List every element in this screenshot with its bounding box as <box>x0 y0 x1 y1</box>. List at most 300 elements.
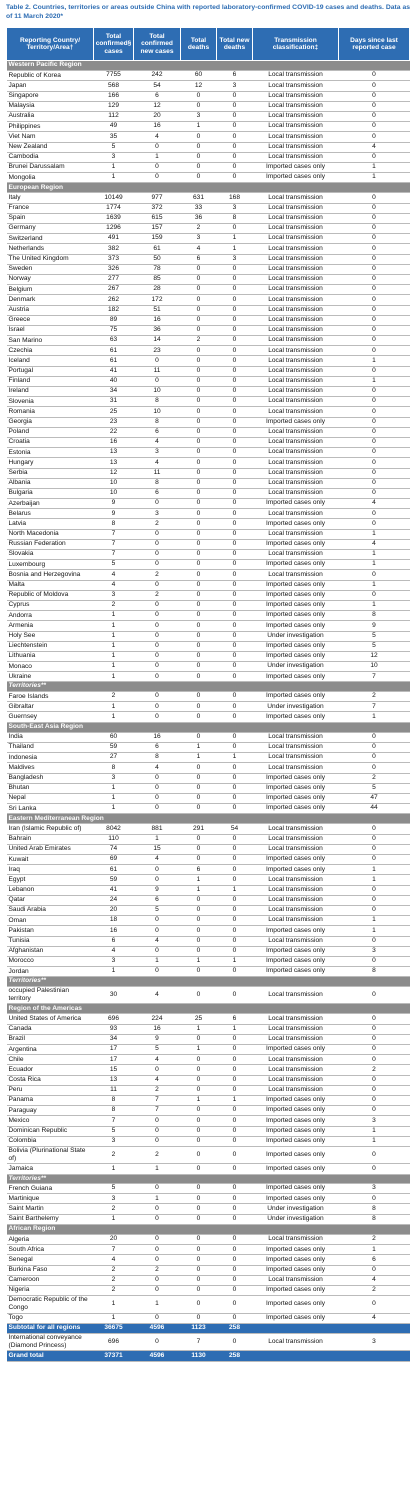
transmission-cell: Local transmission <box>253 437 339 447</box>
country-cell: Luxembourg <box>7 560 94 570</box>
new-deaths-cell: 0 <box>217 529 253 539</box>
new-cases-cell: 0 <box>134 702 181 712</box>
transmission-cell: Under investigation <box>253 702 339 712</box>
total-deaths-cell: 0 <box>181 478 217 488</box>
transmission-cell: Local transmission <box>253 488 339 498</box>
country-cell: Greece <box>7 315 94 325</box>
days-since-cell: 0 <box>339 1194 410 1204</box>
transmission-cell: Local transmission <box>253 427 339 437</box>
table-row <box>7 254 410 264</box>
transmission-cell: Imported cases only <box>253 1265 339 1275</box>
country-cell: Austria <box>7 305 94 315</box>
total-deaths-cell: 0 <box>181 712 217 722</box>
total-deaths-cell: 0 <box>181 539 217 549</box>
total-cases-cell: 7 <box>94 529 134 539</box>
total-deaths-cell: 0 <box>181 448 217 458</box>
total-cases-cell: 41 <box>94 366 134 376</box>
country-cell: Hungary <box>7 458 94 468</box>
country-cell: Faroe Islands <box>7 692 94 702</box>
days-since-cell: 1 <box>339 1136 410 1146</box>
table-row <box>7 926 410 936</box>
transmission-cell: Local transmission <box>253 458 339 468</box>
days-since-cell: 0 <box>339 132 410 142</box>
transmission-cell: Imported cases only <box>253 1184 339 1194</box>
new-cases-cell: 0 <box>134 783 181 793</box>
country-cell: Sweden <box>7 264 94 274</box>
transmission-cell: Local transmission <box>253 336 339 346</box>
country-cell: Dominican Republic <box>7 1126 94 1136</box>
new-cases-cell: 4 <box>134 1075 181 1085</box>
country-cell: Saudi Arabia <box>7 905 94 915</box>
total-cases-cell: 16 <box>94 437 134 447</box>
total-cases-cell: 2 <box>94 1265 134 1275</box>
table-row <box>7 865 410 875</box>
total-cases-cell: 75 <box>94 325 134 335</box>
transmission-cell: Local transmission <box>253 824 339 834</box>
total-deaths-cell: 0 <box>181 397 217 407</box>
days-since-cell: 3 <box>339 946 410 956</box>
total-deaths-cell: 0 <box>181 905 217 915</box>
days-since-cell: 7 <box>339 702 410 712</box>
table-row <box>7 946 410 956</box>
total-deaths-cell: 0 <box>181 274 217 284</box>
new-cases-cell: 20 <box>134 111 181 121</box>
days-since-cell: 5 <box>339 631 410 641</box>
country-cell: France <box>7 203 94 213</box>
table-row <box>7 773 410 783</box>
table-row <box>7 804 410 814</box>
total-deaths-cell: 2 <box>181 336 217 346</box>
total-deaths-cell: 0 <box>181 325 217 335</box>
transmission-cell: Imported cases only <box>253 1194 339 1204</box>
total-cases-cell: 1 <box>94 1313 134 1323</box>
new-cases-cell: 9 <box>134 885 181 895</box>
total-cases-cell: 1 <box>94 1214 134 1224</box>
total-row <box>7 1351 410 1361</box>
new-cases-cell: 6 <box>134 427 181 437</box>
country-cell: Senegal <box>7 1255 94 1265</box>
country-cell: Bangladesh <box>7 773 94 783</box>
total-cases-cell: 3 <box>94 1136 134 1146</box>
total-deaths-cell: 0 <box>181 600 217 610</box>
total-cases-cell: 20 <box>94 1235 134 1245</box>
total-cases-cell: 1 <box>94 793 134 803</box>
table-row <box>7 111 410 121</box>
transmission-cell: Local transmission <box>253 570 339 580</box>
new-cases-cell: 6 <box>134 895 181 905</box>
transmission-cell: Local transmission <box>253 397 339 407</box>
total-cases-cell: 382 <box>94 244 134 254</box>
total-label: Subtotal for all regions <box>7 1323 94 1333</box>
new-deaths-cell: 0 <box>217 834 253 844</box>
total-cases-cell: 93 <box>94 1024 134 1034</box>
country-cell: Bahrain <box>7 834 94 844</box>
total-cases-cell: 4 <box>94 580 134 590</box>
new-deaths-cell: 0 <box>217 397 253 407</box>
new-cases-cell: 0 <box>134 376 181 386</box>
days-since-cell: 0 <box>339 478 410 488</box>
days-since-cell: 0 <box>339 753 410 763</box>
country-cell: Qatar <box>7 895 94 905</box>
total-cell <box>339 1351 410 1361</box>
table-row <box>7 702 410 712</box>
total-cell: 36675 <box>94 1323 134 1333</box>
country-cell: International conveyance (Diamond Princess) <box>7 1333 94 1350</box>
new-cases-cell: 16 <box>134 1024 181 1034</box>
new-cases-cell: 0 <box>134 1245 181 1255</box>
total-cases-cell: 1774 <box>94 203 134 213</box>
country-cell: Germany <box>7 224 94 234</box>
days-since-cell: 1 <box>339 529 410 539</box>
days-since-cell: 0 <box>339 1106 410 1116</box>
table-row <box>7 1235 410 1245</box>
new-deaths-cell: 0 <box>217 1085 253 1095</box>
transmission-cell: Local transmission <box>253 91 339 101</box>
total-cases-cell: 13 <box>94 1075 134 1085</box>
new-deaths-cell: 0 <box>217 1116 253 1126</box>
table-row <box>7 916 410 926</box>
table-row <box>7 692 410 702</box>
new-cases-cell: 0 <box>134 672 181 682</box>
total-deaths-cell: 0 <box>181 590 217 600</box>
transmission-cell: Imported cases only <box>253 621 339 631</box>
transmission-cell: Local transmission <box>253 936 339 946</box>
table-row <box>7 1333 410 1350</box>
table-row <box>7 173 410 183</box>
table-row <box>7 560 410 570</box>
total-deaths-cell: 0 <box>181 366 217 376</box>
total-deaths-cell: 0 <box>181 1034 217 1044</box>
days-since-cell: 1 <box>339 550 410 560</box>
transmission-cell: Local transmission <box>253 1275 339 1285</box>
new-cases-cell: 0 <box>134 529 181 539</box>
total-deaths-cell: 0 <box>181 387 217 397</box>
days-since-cell: 0 <box>339 193 410 203</box>
country-cell: Azerbaijan <box>7 499 94 509</box>
new-cases-cell: 0 <box>134 865 181 875</box>
total-deaths-cell: 3 <box>181 111 217 121</box>
total-cases-cell: 1 <box>94 631 134 641</box>
new-deaths-cell: 0 <box>217 417 253 427</box>
total-cases-cell: 1 <box>94 651 134 661</box>
new-cases-cell: 0 <box>134 1204 181 1214</box>
transmission-cell: Imported cases only <box>253 804 339 814</box>
table-row <box>7 712 410 722</box>
total-cases-cell: 7 <box>94 1245 134 1255</box>
header-row <box>7 28 410 61</box>
total-cases-cell: 1639 <box>94 213 134 223</box>
new-cases-cell: 28 <box>134 285 181 295</box>
table-row <box>7 986 410 1003</box>
transmission-cell: Imported cases only <box>253 1126 339 1136</box>
table-row <box>7 305 410 315</box>
new-cases-cell: 0 <box>134 1313 181 1323</box>
total-cases-cell: 3 <box>94 152 134 162</box>
country-cell: Bulgaria <box>7 488 94 498</box>
total-deaths-cell: 7 <box>181 1333 217 1350</box>
new-deaths-cell: 0 <box>217 1146 253 1163</box>
total-cases-cell: 1 <box>94 641 134 651</box>
total-cases-cell: 2 <box>94 1204 134 1214</box>
country-cell: New Zealand <box>7 142 94 152</box>
total-deaths-cell: 0 <box>181 468 217 478</box>
country-cell: Democratic Republic of the Congo <box>7 1296 94 1313</box>
total-cases-cell: 267 <box>94 285 134 295</box>
total-deaths-cell: 2 <box>181 224 217 234</box>
country-cell: Indonesia <box>7 753 94 763</box>
total-deaths-cell: 0 <box>181 509 217 519</box>
country-cell: Iceland <box>7 356 94 366</box>
total-cases-cell: 1 <box>94 672 134 682</box>
new-deaths-cell: 0 <box>217 1313 253 1323</box>
total-deaths-cell: 0 <box>181 986 217 1003</box>
region-label: Territories** <box>7 977 410 987</box>
new-cases-cell: 8 <box>134 417 181 427</box>
total-cases-cell: 11 <box>94 1085 134 1095</box>
total-deaths-cell: 1 <box>181 1024 217 1034</box>
total-cases-cell: 61 <box>94 865 134 875</box>
transmission-cell: Imported cases only <box>253 1313 339 1323</box>
country-cell: Cameroon <box>7 1275 94 1285</box>
new-deaths-cell: 0 <box>217 1065 253 1075</box>
new-deaths-cell: 0 <box>217 325 253 335</box>
total-deaths-cell: 0 <box>181 662 217 672</box>
total-cases-cell: 74 <box>94 844 134 854</box>
new-deaths-cell: 0 <box>217 611 253 621</box>
days-since-cell: 1 <box>339 712 410 722</box>
table-row <box>7 1275 410 1285</box>
new-cases-cell: 14 <box>134 336 181 346</box>
transmission-cell: Local transmission <box>253 1055 339 1065</box>
new-cases-cell: 0 <box>134 580 181 590</box>
transmission-cell: Local transmission <box>253 478 339 488</box>
total-deaths-cell: 1 <box>181 956 217 966</box>
total-deaths-cell: 0 <box>181 946 217 956</box>
new-deaths-cell: 0 <box>217 926 253 936</box>
total-cases-cell: 13 <box>94 448 134 458</box>
transmission-cell: Imported cases only <box>253 946 339 956</box>
country-cell: Israel <box>7 325 94 335</box>
days-since-cell: 3 <box>339 1184 410 1194</box>
total-deaths-cell: 0 <box>181 305 217 315</box>
transmission-cell: Imported cases only <box>253 855 339 865</box>
country-cell: Malaysia <box>7 101 94 111</box>
region-label: South-East Asia Region <box>7 722 410 732</box>
total-cases-cell: 3 <box>94 590 134 600</box>
transmission-cell: Imported cases only <box>253 1045 339 1055</box>
transmission-cell: Local transmission <box>253 101 339 111</box>
transmission-cell: Local transmission <box>253 111 339 121</box>
header-total-cases: Total confirmed§ cases <box>94 28 134 61</box>
table-row <box>7 264 410 274</box>
table-row <box>7 529 410 539</box>
country-cell: Chile <box>7 1055 94 1065</box>
new-deaths-cell: 0 <box>217 1204 253 1214</box>
days-since-cell: 5 <box>339 783 410 793</box>
total-deaths-cell: 1 <box>181 122 217 132</box>
total-cell: 4596 <box>134 1323 181 1333</box>
transmission-cell: Local transmission <box>253 763 339 773</box>
days-since-cell: 0 <box>339 285 410 295</box>
total-cases-cell: 60 <box>94 732 134 742</box>
days-since-cell: 0 <box>339 885 410 895</box>
total-deaths-cell: 0 <box>181 1126 217 1136</box>
total-cases-cell: 89 <box>94 315 134 325</box>
transmission-cell: Local transmission <box>253 285 339 295</box>
total-cases-cell: 6 <box>94 936 134 946</box>
country-cell: Brazil <box>7 1034 94 1044</box>
country-cell: Pakistan <box>7 926 94 936</box>
country-cell: Burkina Faso <box>7 1265 94 1275</box>
days-since-cell: 0 <box>339 1265 410 1275</box>
new-deaths-cell: 0 <box>217 152 253 162</box>
table-row <box>7 397 410 407</box>
days-since-cell: 2 <box>339 1065 410 1075</box>
new-cases-cell: 0 <box>134 611 181 621</box>
total-cases-cell: 17 <box>94 1055 134 1065</box>
new-deaths-cell: 0 <box>217 1164 253 1174</box>
new-deaths-cell: 6 <box>217 1014 253 1024</box>
total-deaths-cell: 0 <box>181 621 217 631</box>
total-deaths-cell: 1 <box>181 742 217 752</box>
days-since-cell: 0 <box>339 234 410 244</box>
country-cell: India <box>7 732 94 742</box>
days-since-cell: 0 <box>339 295 410 305</box>
days-since-cell: 0 <box>339 732 410 742</box>
total-deaths-cell: 0 <box>181 346 217 356</box>
total-cell: 1123 <box>181 1323 217 1333</box>
total-deaths-cell: 6 <box>181 254 217 264</box>
new-cases-cell: 0 <box>134 875 181 885</box>
days-since-cell: 0 <box>339 417 410 427</box>
total-deaths-cell: 0 <box>181 91 217 101</box>
table-row <box>7 1313 410 1323</box>
covid-cases-table <box>6 27 410 1362</box>
transmission-cell: Local transmission <box>253 875 339 885</box>
total-cases-cell: 1 <box>94 621 134 631</box>
new-deaths-cell: 1 <box>217 753 253 763</box>
total-cases-cell: 5 <box>94 142 134 152</box>
days-since-cell: 0 <box>339 152 410 162</box>
country-cell: Georgia <box>7 417 94 427</box>
days-since-cell: 8 <box>339 967 410 977</box>
transmission-cell: Imported cases only <box>253 1255 339 1265</box>
total-deaths-cell: 6 <box>181 865 217 875</box>
total-deaths-cell: 0 <box>181 1055 217 1065</box>
country-cell: Portugal <box>7 366 94 376</box>
table-row <box>7 936 410 946</box>
new-cases-cell: 0 <box>134 916 181 926</box>
days-since-cell: 9 <box>339 621 410 631</box>
new-deaths-cell: 0 <box>217 427 253 437</box>
new-deaths-cell: 1 <box>217 1024 253 1034</box>
total-deaths-cell: 0 <box>181 458 217 468</box>
days-since-cell: 0 <box>339 742 410 752</box>
region-header-row <box>7 722 410 732</box>
table-row <box>7 1245 410 1255</box>
country-cell: Nigeria <box>7 1285 94 1295</box>
table-row <box>7 672 410 682</box>
new-cases-cell: 977 <box>134 193 181 203</box>
country-cell: Paraguay <box>7 1106 94 1116</box>
table-row <box>7 336 410 346</box>
total-deaths-cell: 0 <box>181 1136 217 1146</box>
country-cell: Republic of Korea <box>7 71 94 81</box>
total-deaths-cell: 0 <box>181 1245 217 1255</box>
total-deaths-cell: 0 <box>181 631 217 641</box>
transmission-cell: Imported cases only <box>253 773 339 783</box>
country-cell: Republic of Moldova <box>7 590 94 600</box>
days-since-cell: 8 <box>339 1214 410 1224</box>
days-since-cell: 10 <box>339 662 410 672</box>
transmission-cell: Local transmission <box>253 315 339 325</box>
transmission-cell: Imported cases only <box>253 519 339 529</box>
total-cases-cell: 41 <box>94 885 134 895</box>
new-cases-cell: 1 <box>134 834 181 844</box>
table-row <box>7 285 410 295</box>
new-deaths-cell: 0 <box>217 274 253 284</box>
transmission-cell: Local transmission <box>253 346 339 356</box>
total-cell: 4596 <box>134 1351 181 1361</box>
table-row <box>7 142 410 152</box>
new-cases-cell: 8 <box>134 478 181 488</box>
days-since-cell: 0 <box>339 1095 410 1105</box>
days-since-cell: 8 <box>339 1204 410 1214</box>
country-cell: Guernsey <box>7 712 94 722</box>
new-cases-cell: 0 <box>134 773 181 783</box>
total-cases-cell: 40 <box>94 376 134 386</box>
days-since-cell: 0 <box>339 1045 410 1055</box>
country-cell: French Guiana <box>7 1184 94 1194</box>
new-cases-cell: 4 <box>134 855 181 865</box>
new-deaths-cell: 0 <box>217 387 253 397</box>
header-days-since: Days since last reported case <box>339 28 410 61</box>
transmission-cell: Imported cases only <box>253 1116 339 1126</box>
total-cases-cell: 59 <box>94 742 134 752</box>
new-deaths-cell: 0 <box>217 132 253 142</box>
total-deaths-cell: 0 <box>181 417 217 427</box>
days-since-cell: 0 <box>339 203 410 213</box>
new-cases-cell: 157 <box>134 224 181 234</box>
total-deaths-cell: 0 <box>181 264 217 274</box>
new-deaths-cell: 0 <box>217 407 253 417</box>
total-deaths-cell: 631 <box>181 193 217 203</box>
table-row <box>7 234 410 244</box>
days-since-cell: 0 <box>339 905 410 915</box>
days-since-cell: 0 <box>339 844 410 854</box>
days-since-cell: 0 <box>339 458 410 468</box>
total-cases-cell: 1 <box>94 783 134 793</box>
new-deaths-cell: 0 <box>217 91 253 101</box>
country-cell: Nepal <box>7 793 94 803</box>
transmission-cell: Local transmission <box>253 407 339 417</box>
total-cases-cell: 8 <box>94 763 134 773</box>
new-deaths-cell: 54 <box>217 824 253 834</box>
new-deaths-cell: 0 <box>217 295 253 305</box>
table-row <box>7 458 410 468</box>
total-cases-cell: 22 <box>94 427 134 437</box>
transmission-cell: Imported cases only <box>253 590 339 600</box>
new-cases-cell: 16 <box>134 732 181 742</box>
country-cell: Norway <box>7 274 94 284</box>
total-cases-cell: 27 <box>94 753 134 763</box>
total-cases-cell: 3 <box>94 773 134 783</box>
new-deaths-cell: 0 <box>217 448 253 458</box>
new-cases-cell: 0 <box>134 1065 181 1075</box>
new-deaths-cell: 0 <box>217 1184 253 1194</box>
transmission-cell: Imported cases only <box>253 173 339 183</box>
table-row <box>7 1214 410 1224</box>
